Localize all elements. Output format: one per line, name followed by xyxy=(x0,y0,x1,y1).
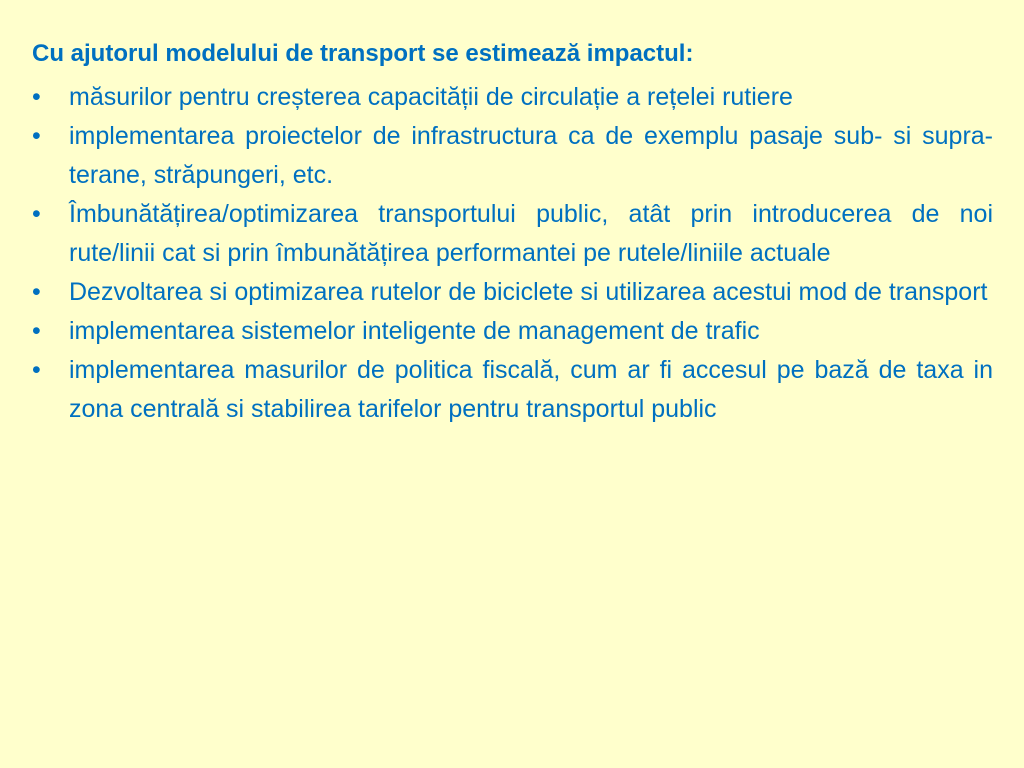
list-item xyxy=(32,273,993,312)
list-item-text: măsurilor pentru creșterea capacității de circulație a rețelei rutiere xyxy=(69,83,793,111)
list-item xyxy=(32,117,993,195)
list-item xyxy=(32,351,993,429)
list-item xyxy=(32,312,993,351)
bullet-icon: • xyxy=(32,83,41,111)
bullet-icon: • xyxy=(32,278,41,306)
bullet-icon: • xyxy=(32,356,41,384)
list-item-text: Dezvoltarea si optimizarea rutelor de biciclete si utilizarea acestui mod de transport xyxy=(69,278,988,306)
bullet-list xyxy=(32,78,993,429)
list-item xyxy=(32,78,993,117)
list-item-text: implementarea sistemelor inteligente de management de trafic xyxy=(69,317,760,345)
list-item xyxy=(32,195,993,273)
list-item-text: implementarea masurilor de politica fiscală, cum ar fi accesul pe bază de taxa in zona centrală si stabilirea tarifelor pentru transportul public xyxy=(69,356,993,423)
list-item-text: Îmbunătățirea/optimizarea transportului public, atât prin introducerea de noi rute/linii cat si prin îmbunătățirea performantei pe rutele/liniile actuale xyxy=(69,200,993,267)
bullet-icon: • xyxy=(32,200,41,228)
bullet-icon: • xyxy=(32,317,41,345)
list-item-text: implementarea proiectelor de infrastructura ca de exemplu pasaje sub- si supra-terane, străpungeri, etc. xyxy=(69,122,993,189)
slide-title: Cu ajutorul modelului de transport se estimează impactul: xyxy=(32,40,694,67)
bullet-icon: • xyxy=(32,122,41,150)
